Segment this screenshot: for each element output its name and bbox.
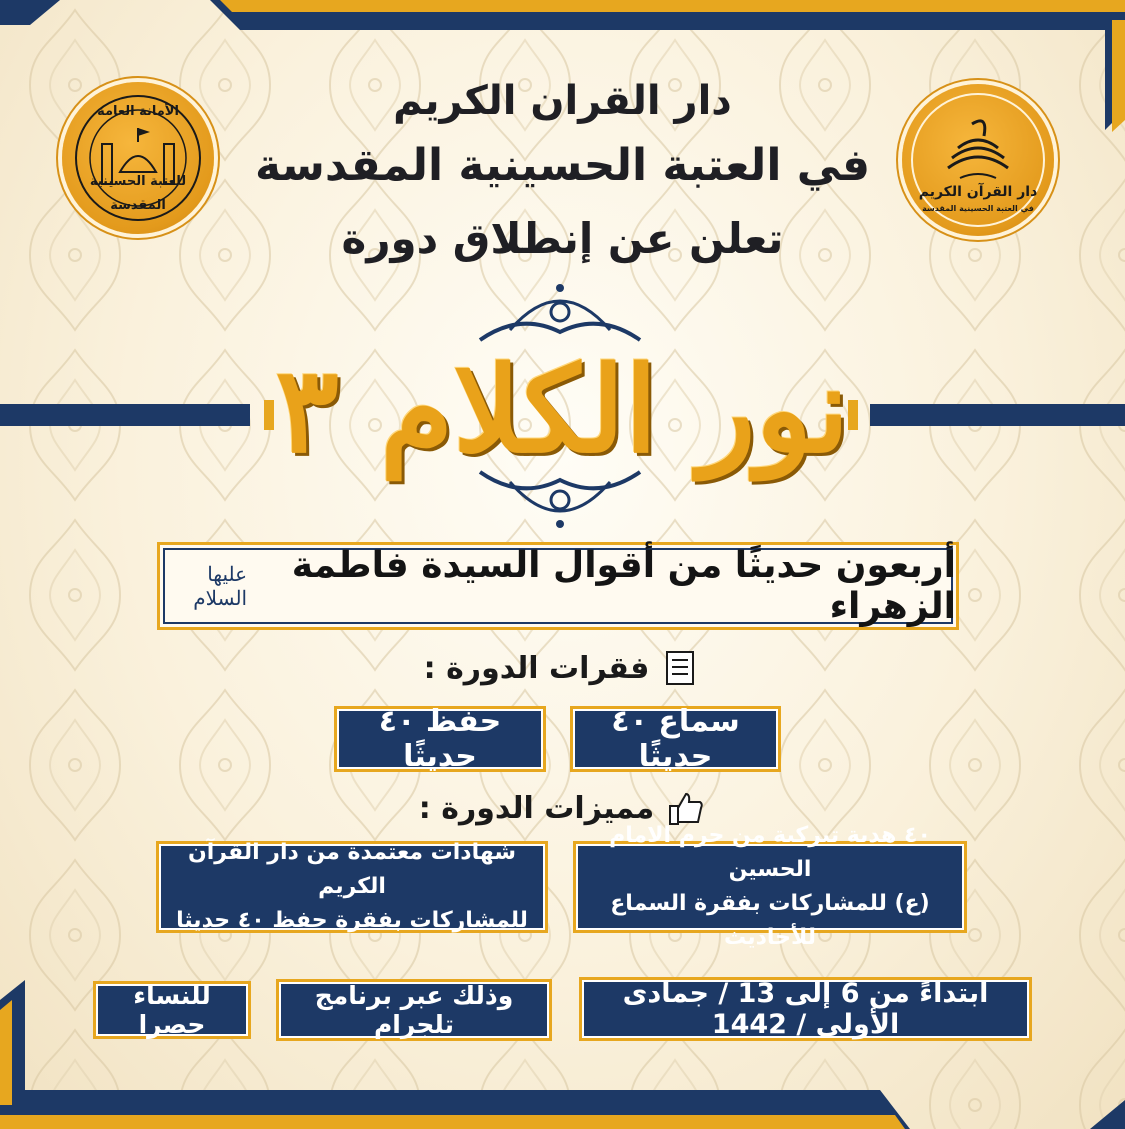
feature-certificate-line2: للمشاركات بفقرة حفظ ٤٠ حديثا: [176, 908, 528, 933]
top-left-corner-frame: [0, 0, 120, 40]
features-heading-text: مميزات الدورة :: [418, 790, 655, 826]
feature-gift-line1: ٤٠ هدية تبركية من حرم الامام الحسين: [609, 823, 931, 882]
feature-certificate-line1: شهادات معتمدة من دار القرآن الكريم: [187, 840, 516, 899]
item-listen-box: سماع ٤٠ حديثًا: [570, 706, 781, 772]
subtitle-box: [157, 542, 959, 630]
logo-sub-text: في العتبة الحسينية المقدسة: [922, 204, 1034, 213]
course-title: نور الكلام ٣: [275, 340, 850, 479]
subtitle-text: أربعون حديثًا من أقوال السيدة فاطمة الزهراء: [291, 545, 956, 627]
honorific-text: عليها السلام: [193, 562, 248, 610]
items-heading-text: فقرات الدورة :: [423, 650, 650, 686]
bottom-right-corner-frame: [1060, 1080, 1125, 1129]
header-line-2: في العتبة الحسينية المقدسة: [254, 140, 871, 191]
feature-gift-box: [573, 823, 967, 950]
feature-gift-line2: (ع) للمشاركات بفقرة السماع للأحاديث: [610, 891, 930, 950]
logo-name-text: دار القرآن الكريم: [918, 184, 1038, 200]
audience-box: للنساء حصرا: [93, 981, 251, 1039]
date-box: ابتداءً من 6 إلى 13 / جمادى الأولى / 1442: [579, 977, 1032, 1041]
item-memorize-box: حفظ ٤٠ حديثًا: [334, 706, 546, 772]
seal-bottom-text: المقدسة: [110, 198, 166, 213]
items-heading: [0, 648, 1125, 688]
header-line-1: دار القران الكريم: [393, 78, 732, 124]
platform-box: وذلك عبر برنامج تلجرام: [276, 979, 552, 1041]
seal-top-text: الأمانة العامة: [97, 104, 179, 119]
list-document-icon: [661, 648, 701, 688]
seal-center-text: للعتبة الحسينية: [89, 174, 187, 189]
feature-certificate-box: [156, 841, 548, 933]
header-line-3: تعلن عن إنطلاق دورة: [341, 214, 784, 263]
